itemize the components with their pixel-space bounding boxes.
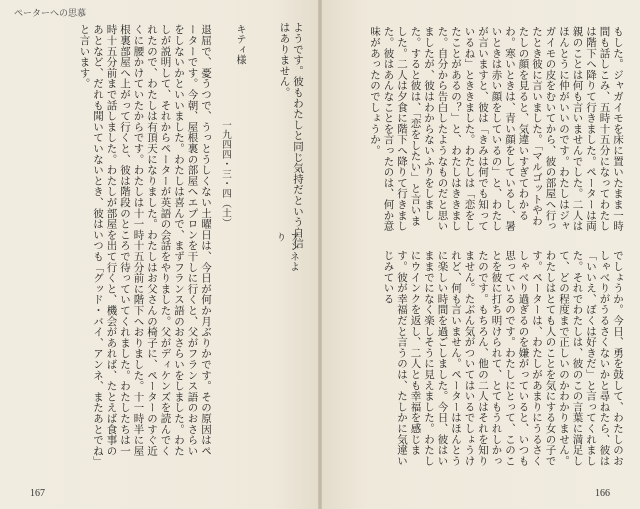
- letter-salutation: キティ様: [234, 24, 245, 66]
- right-lower-text: [330, 250, 624, 470]
- right-page: [320, 0, 640, 509]
- page-number-right: 166: [595, 488, 610, 499]
- left-upper-text: [256, 22, 304, 252]
- letter-date: 一九四四・三・四（土）: [220, 120, 231, 228]
- letter-body: [14, 24, 212, 464]
- book-gutter: [318, 0, 322, 509]
- page-number-left: 167: [30, 488, 45, 499]
- right-upper-text: [330, 26, 624, 236]
- running-header: ペーターへの思慕: [14, 9, 87, 19]
- letter-body-paragraph: 退屈で、憂うつで、うっとうしくない土曜日は、今日が何か月ぶりかです。その原因はペーターです。今朝、屋根裏の部屋へエプロンを干しに行くと、父がフランス語のおさらいをしないかといいました。わたしは喜んで、まずフランス語のおさらいをしました。わたしが説明して、それからペーターが英語の会話をやりました。父がディケンズを読んでくれたので、わたしは有頂天になりました。わたしはお父さんの椅子に、ペーターのすぐ近くに腰かけていたからです。わたしは十一時十五分前に階下へおりました。十一時半に屋根裏部屋へ上がって行くと、彼は階段のところで待っていてくれました。わたしたちは一時十五分前まで話しました。わたしが部屋を出て行くと、機会があれば、たとえば食事のあとなど、だれも聞いていないとき、彼はいつも「グッド・バイ、アンネ、またあとでね」と言います。: [78, 24, 212, 462]
- left-upper-signoff: アンネより: [274, 232, 299, 272]
- right-upper-paragraph: もした。ジャガイモを床に置いたまま一時間も話しこみ、五時十五分になってわたしは階下へ降りて行きました。ペーターは両親のことは何も言いませんでした。二人はほんとうに仲がいいのです。わたしはジャガイモの皮をむいてから、彼の部屋へ行ったとき彼に言いました。「マルゴットやわたしの顔を見ると、気違いすぎてわかるわ。寒いときは、青い顔をしているし、暑いときは赤い顔をしているの」と、わたしが言いますと、彼は「きみは何でも知っているね」とききました。わたしは「恋をしたことがあるの？」と、わたしはききました。自分から告白したようなものだと思いましたが、彼はわからないふりをしました。すると彼は、「恋をしたい」と言いました。二人は夕食に階下へ降りて行きました。彼はあんなことを言ったのは、何か意味があったのでしょうか。: [369, 26, 624, 232]
- right-lower-paragraph: でしょうか。今日、勇を鼓して、わたしのおしゃべりがうるさくないかと尋ねたら、彼は「いいえ、ぼくは好きだ」と言ってくれました。それでわたしは、彼のこの言葉に満足して、どの程度まで正しいのかわかりません。わたしはとても人のことを気にする女の子です。ペーターは、わたしがあまりにうるさくしゃべり過ぎるのを嫌がっていると、いつも思っているのです。わたしにとって、このことを彼に打ち明けられて、とてもうれしかったのです。もちろん、他の二人はそれを知りません。たぶん気がついてはいるでしょうけれど、何も言いません。ペーターはほんとうに楽しい時間を過ごしました。今日、彼はいままでになく楽しそうに見えました。わたしにウインクを返し、二人とも幸福を感じます。彼が幸福だと言うのは、たしかに気違いじみている: [382, 250, 624, 466]
- left-upper-paragraph: ようです。彼もわたしと同じ気持だという自信はありません。: [278, 22, 304, 249]
